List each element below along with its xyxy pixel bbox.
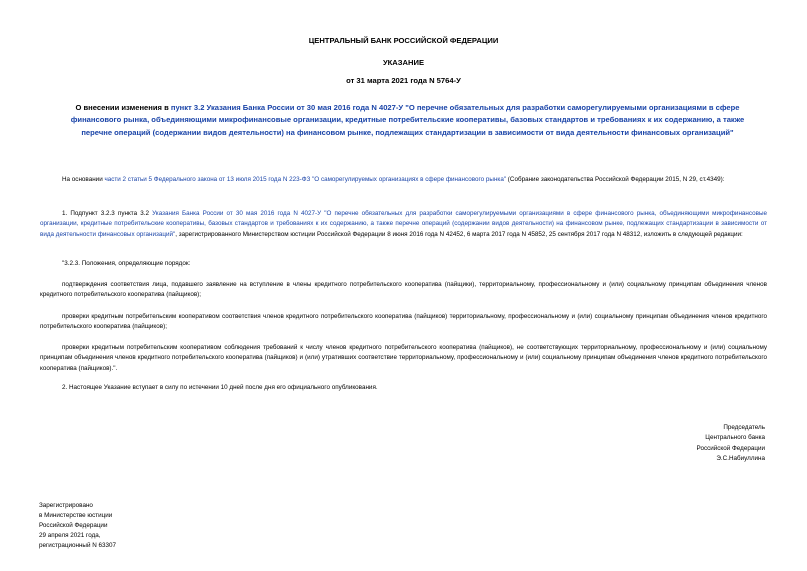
point-b-paragraph: проверки кредитным потребительским кооперативом соответствия членов кредитного потребительского кооператива (пайщиков) территориальному, профессиональному и (или) социальному принципам объединения членов кредитного потребительского кооператива (пайщиков); [40,313,767,331]
registration-number: регистрационный N 63307 [39,542,117,549]
document-date-number: от 31 марта 2021 года N 5764-У [346,76,461,85]
preamble-paragraph [40,175,767,185]
registration-line-2: в Министерстве юстиции [39,512,113,519]
registration-line-1: Зарегистрировано [39,502,93,509]
title-prefix: О внесении изменения в [75,103,171,112]
signature-position: Председатель [723,424,765,431]
document-type: УКАЗАНИЕ [382,58,425,67]
point-c-paragraph: проверки кредитным потребительским кооперативом соблюдения требований к числу членов кредитного потребительского кооператива (пайщиков), не соответствующих территориальному, профессиональному и (или) социальному принципам объединения членов кредитного потребительского кооператива (пайщиков) и (или) утративших соответствие территориальному, профессиональному и (или) социальному принципам объединения членов кредитного потребительского кооператива (пайщиков).". [40,344,767,372]
preamble-suffix: (Собрание законодательства Российской Федерации 2015, N 29, ст.4349): [506,176,725,183]
issuer-heading: ЦЕНТРАЛЬНЫЙ БАНК РОССИЙСКОЙ ФЕДЕРАЦИИ [308,36,499,45]
subitem-heading: "3.2.3. Положения, определяющие порядок: [62,260,191,267]
signature-block [697,423,765,465]
document-title [55,102,760,139]
signature-name: Э.С.Набиуллина [716,455,765,463]
title-link[interactable]: пункт 3.2 Указания Банка России от 30 мая 2016 года N 4027-У "О перечне обязательных для разработки саморегулируемыми организациями в сфере финансового рынка, объединяющими микрофинансовые организации, кредитные потребительские кооперативы, базовых стандартов и требованиях к их содержанию, а также перечне операций (содержании видов деятельности) на финансовом рынке, подлежащих стандартизации в зависимости от вида деятельности финансовых организаций" [70,103,745,137]
signature-organization: Центрального банка [705,434,765,442]
point-a-paragraph: подтверждения соответствия лица, подавшего заявление на вступление в члены кредитного потребительского кооператива (пайщики), территориальному, профессиональному и (или) социальному принципам объединения членов кредитного потребительского кооператива (пайщиков); [40,281,767,299]
registration-block [39,501,116,551]
item-1-paragraph [40,209,767,240]
item-2-paragraph: 2. Настоящее Указание вступает в силу по истечении 10 дней после дня его официального опубликования. [62,384,378,391]
registration-date: 29 апреля 2021 года, [39,532,101,539]
registration-line-3: Российской Федерации [39,522,108,529]
signature-country: Российской Федерации [696,444,765,452]
preamble-law-link[interactable]: части 2 статьи 5 Федерального закона от 13 июля 2015 года N 223-ФЗ "О саморегулируемых организациях в сфере финансового рынка" [104,176,507,183]
item-1-suffix: , зарегистрированного Министерством юстиции Российской Федерации 8 июня 2016 года N 42452, 6 марта 2017 года N 45852, 25 сентября 2017 года N 48312, изложить в следующей редакции: [175,230,743,238]
item-1-prefix: 1. Подпункт 3.2.3 пункта 3.2 [62,210,153,217]
preamble-prefix: На основании [62,176,105,183]
item-1-link[interactable]: Указания Банка России от 30 мая 2016 года N 4027-У "О перечне обязательных для разработки саморегулируемыми организациями в сфере финансового рынка, объединяющими микрофинансовые организации, кредитные потребительские кооперативы, базовых стандартов и требованиях к их содержанию, а также перечне операций (содержании видов деятельности) на финансовом рынке, подлежащих стандартизации в зависимости от вида деятельности финансовых организаций" [40,210,767,238]
